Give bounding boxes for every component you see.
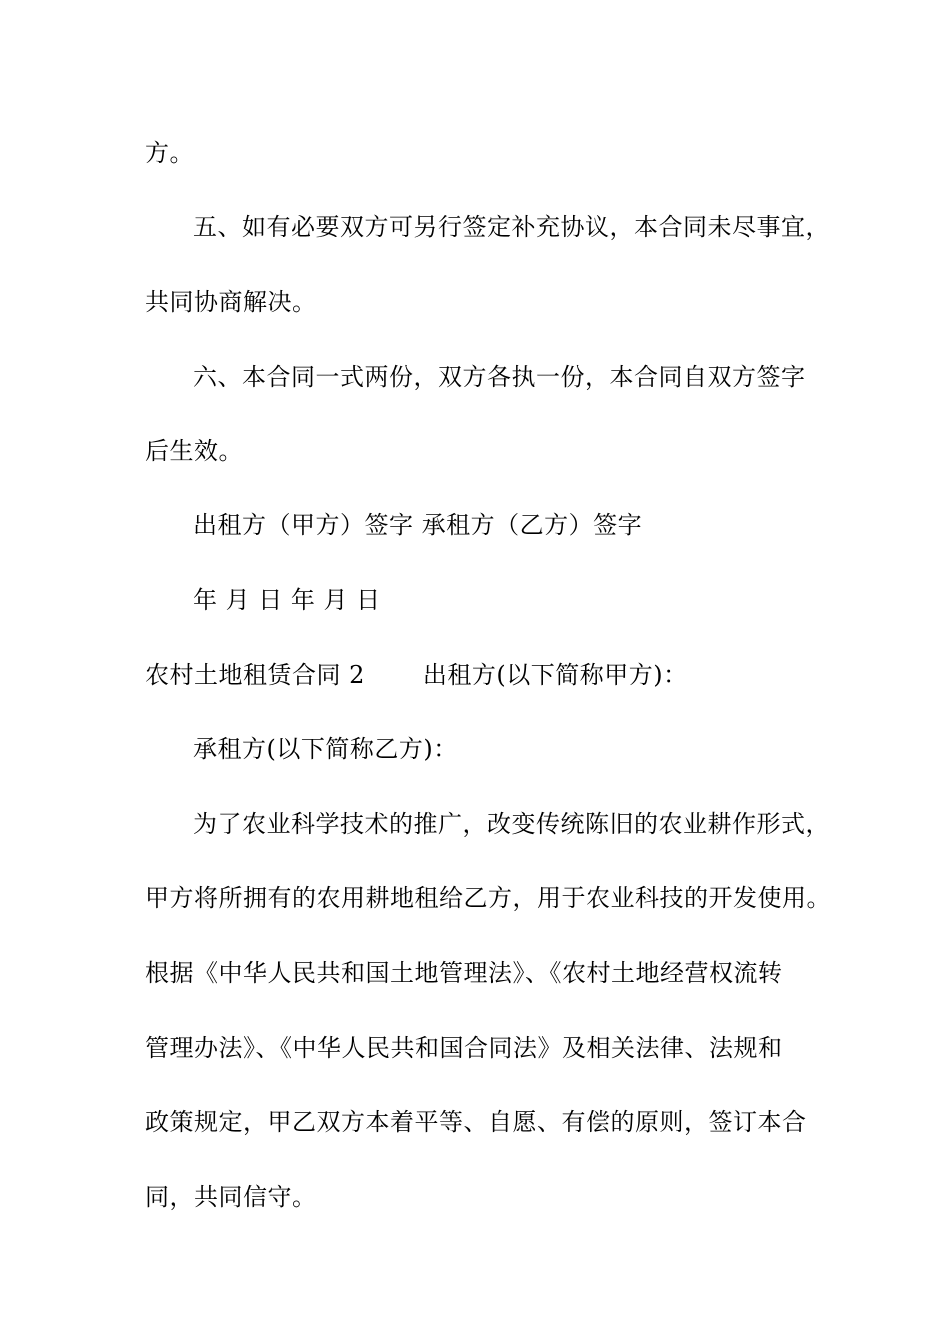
text-line: 方。: [145, 139, 194, 167]
text-line: 甲方将所拥有的农用耕地租给乙方，用于农业科技的开发使用。: [145, 884, 831, 912]
text-line: 管理办法》、《中华人民共和国合同法》及相关法律、法规和: [145, 1034, 783, 1062]
text-line: 政策规定，甲乙双方本着平等、自愿、有偿的原则，签订本合: [145, 1108, 807, 1136]
text-line: 同，共同信守。: [145, 1183, 317, 1211]
section-heading-line: [145, 660, 688, 690]
text-line: 根据《中华人民共和国土地管理法》、《农村土地经营权流转: [145, 959, 783, 987]
signature-line: 出租方（甲方）签字 承租方（乙方）签字: [193, 511, 643, 539]
lessee-label: 承租方(以下简称乙方)：: [193, 735, 458, 763]
text-line: 后生效。: [145, 437, 243, 465]
text-line: 六、本合同一式两份，双方各执一份，本合同自双方签字: [193, 363, 806, 391]
text-line: 五、如有必要双方可另行签定补充协议，本合同未尽事宜，: [193, 213, 830, 241]
date-line: 年 月 日 年 月 日: [193, 586, 381, 614]
lessor-label: 出租方(以下简称甲方)：: [422, 661, 688, 689]
section-title: 农村土地租赁合同 2: [145, 661, 365, 689]
text-line: 共同协商解决。: [145, 288, 317, 316]
text-line: 为了农业科学技术的推广，改变传统陈旧的农业耕作形式，: [193, 810, 830, 838]
